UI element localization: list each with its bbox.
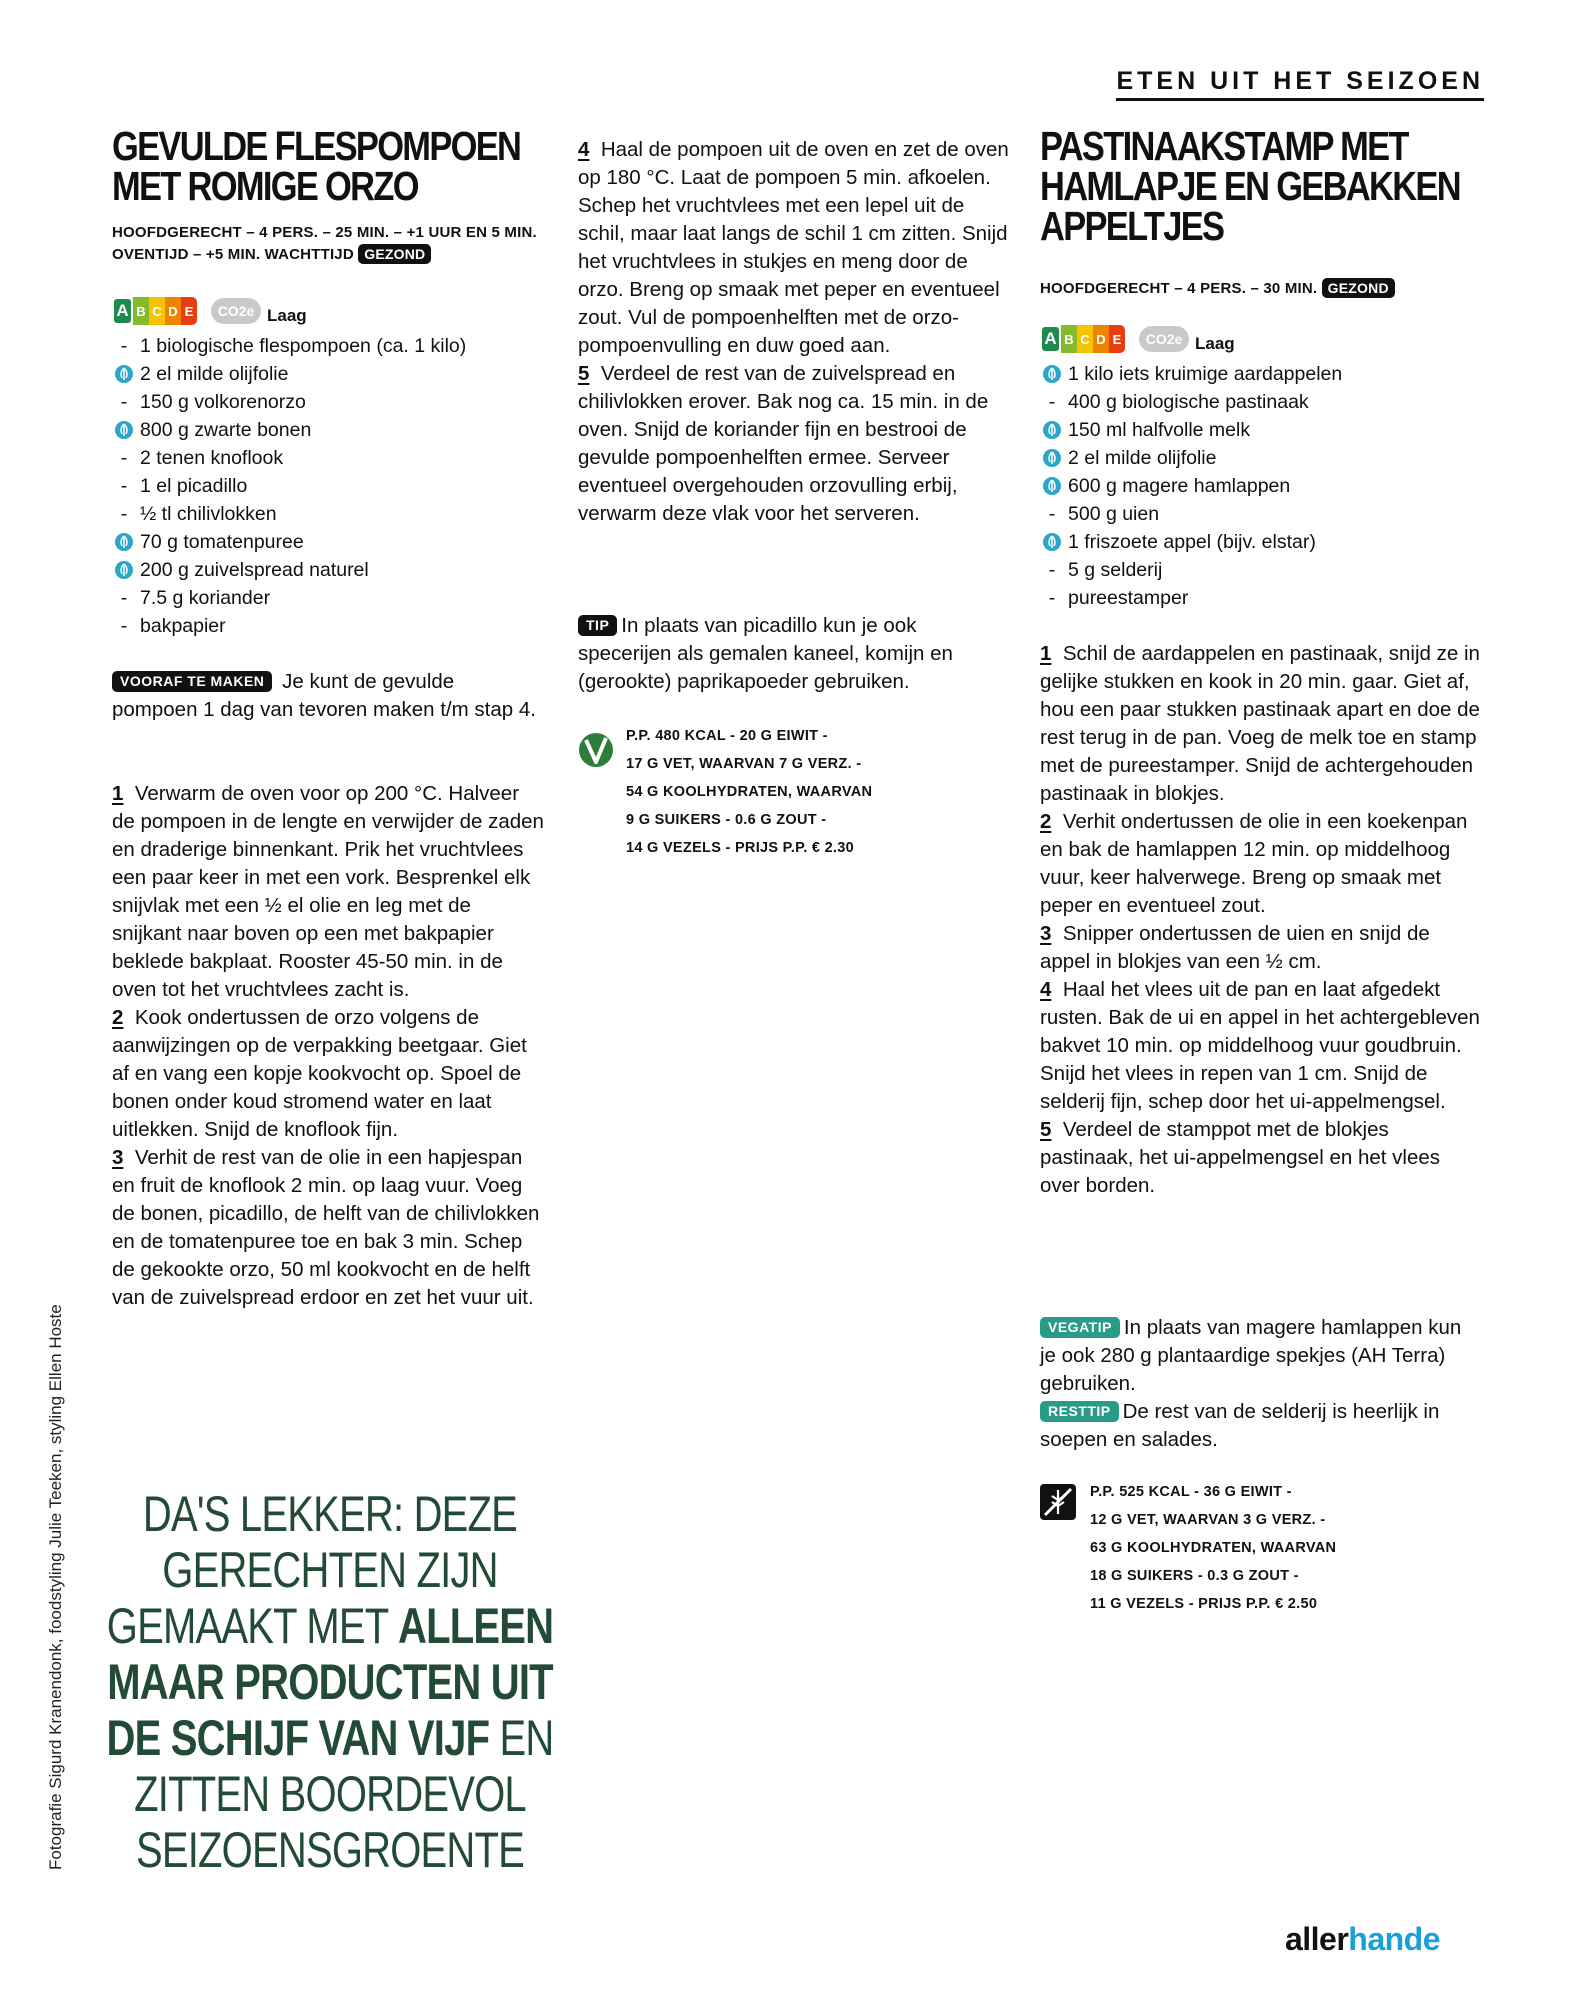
ingredient-text: 2 el milde olijfolie [1068,447,1217,469]
nutriscore-e: E [181,297,197,325]
co2-level: Laag [1195,334,1235,353]
recipe2-nutrition [1090,1478,1336,1618]
ingredient-item [112,416,542,444]
ingredient-text: 7.5 g koriander [140,587,271,609]
ingredient-item [112,584,542,612]
recipe1-meta-line2: OVENTIJD – +5 MIN. WACHTTIJD GEZOND [112,244,537,266]
nutriscore-d: D [1093,325,1109,353]
recipe2-step-4: 4 Haal het vlees uit de pan en laat afgedekt rusten. Bak de ui en appel in het achtergebleven bakvet 10 min. op middelhoog vuur goudbruin. Snijd het vlees in repen van 1 cm. Snijd de selderij fijn, schep door het ui-appelmengsel. [1040,978,1480,1113]
recipe1-meta [112,222,537,266]
dietary-icon [112,420,136,440]
nutrition-line: 9 G SUIKERS - 0.6 G ZOUT - [626,812,827,828]
co2-cloud-icon: CO2e [1139,326,1189,352]
ingredient-item [112,332,542,360]
dietary-icon [1040,532,1064,552]
recipe1-step-5: 5 Verdeel de rest van de zuivelspread en chilivlokken erover. Bak nog ca. 15 min. in de oven. Snijd de koriander fijn en bestrooi de gevulde pompoenhelften ermee. Serveer eventueel overgehouden orzovulling erbij, verwarm deze vlak voor het serveren. [578,362,989,525]
nutriscore-e: E [1109,325,1125,353]
nutrition-line: 54 G KOOLHYDRATEN, WAARVAN [626,784,873,800]
quote-bold: ALLEEN MAAR PRODUCTEN UIT DE SCHIJF VAN VIJF [106,1598,554,1766]
recipe1-step-2: 2 Kook ondertussen de orzo volgens de aanwijzingen op de verpakking beetgaar. Giet af en vang een kopje kookvocht op. Spoel de bonen onder koud stromend water en laat uitlekken. Snijd de knoflook fijn. [112,1006,527,1141]
recipe2-title-line3: APPELTJES [1040,203,1224,249]
ingredient-item [112,612,542,640]
co2-cloud-icon: CO2e [211,298,261,324]
resttip-tag: RESTTIP [1040,1401,1119,1422]
vooraf-tag: VOORAF TE MAKEN [112,671,272,692]
dash-bullet: - [1048,559,1056,581]
nutrition-line: 18 G SUIKERS - 0.3 G ZOUT - [1090,1568,1299,1584]
ingredient-text: 5 g selderij [1068,559,1163,581]
gezond-badge: GEZOND [358,244,431,264]
quote-part1: DA'S LEKKER: DEZE GERECHTEN ZIJN GEMAAKT MET [106,1486,518,1654]
ingredient-text: pureestamper [1068,587,1189,609]
nutriscore-label [1040,325,1125,353]
dash-bullet: - [120,587,128,609]
recipe2-title [1040,123,1477,249]
vooraf-text: Je kunt de gevulde pompoen 1 dag van tevoren maken t/m stap 4. [112,670,536,721]
ingredient-text: 1 kilo iets kruimige aardappelen [1068,363,1343,385]
co2-level: Laag [267,306,307,325]
ingredient-text: 2 el milde olijfolie [140,363,289,385]
recipe2-steps [1040,640,1480,1200]
ingredient-text: 600 g magere hamlappen [1068,475,1291,497]
recipe1-tip [578,612,1010,696]
no-gluten-icon [1040,1484,1076,1525]
nutriscore-b: B [1061,325,1077,353]
section-header: ETEN UIT HET SEIZOEN [1116,66,1484,101]
recipe1-meta-line1: HOOFDGERECHT – 4 PERS. – 25 MIN. – +1 UUR EN 5 MIN. [112,224,537,241]
ingredient-item [112,388,542,416]
ingredient-item [112,472,542,500]
recipe1-step-3: 3 Verhit de rest van de olie in een hapjespan en fruit de knoflook 2 min. op laag vuur. Voeg de bonen, picadillo, de helft van de chilivlokken en de tomatenpuree toe en bak 3 min. Schep de gekookte orzo, 50 ml kookvocht en de helft van de zuivelspread erdoor en zet het vuur uit. [112,1146,540,1309]
dietary-icon [112,560,136,580]
nutrition-line: 12 G VET, WAARVAN 3 G VERZ. - [1090,1512,1326,1528]
nutrition-line: 63 G KOOLHYDRATEN, WAARVAN [1090,1540,1337,1556]
nutrition-line: P.P. 480 KCAL - 20 G EIWIT - [626,728,828,744]
ingredient-item [1040,472,1480,500]
nutriscore-c: C [1077,325,1093,353]
ingredient-text: 1 el picadillo [140,475,248,497]
nutriscore-b: B [133,297,149,325]
ingredient-text: 150 ml halfvolle melk [1068,419,1251,441]
dietary-icon [112,532,136,552]
recipe1-title-line1: GEVULDE FLESPOMPOEN [112,123,521,169]
nutrition-line: 11 G VEZELS - PRIJS P.P. € 2.50 [1090,1596,1318,1612]
ingredient-text: bakpapier [140,615,226,637]
recipe1-step-4: 4 Haal de pompoen uit de oven en zet de oven op 180 °C. Laat de pompoen 5 min. afkoelen. Schep het vruchtvlees met een lepel uit de schil, maar laat langs de schil 1 cm zitten. Snijd het vruchtvlees in stukjes en meng door de orzo. Breng op smaak met peper en eventueel zout. Vul de pompoenhelften met de orzo-pompoenvulling en duw goed aan. [578,138,1009,357]
ingredient-item [112,556,542,584]
ingredient-item [112,500,542,528]
dash-bullet: - [120,391,128,413]
recipe1-title [112,123,549,209]
recipe2-title-line1: PASTINAAKSTAMP MET [1040,123,1408,169]
recipe1-nutriscore-row [112,296,307,326]
dash-bullet: - [120,503,128,525]
recipe2-nutriscore-row [1040,324,1235,354]
recipe2-ingredients [1040,360,1480,612]
ingredient-text: 800 g zwarte bonen [140,419,312,441]
ingredient-text: 500 g uien [1068,503,1160,525]
recipe2-step-3: 3 Snipper ondertussen de uien en snijd de appel in blokjes van een ½ cm. [1040,922,1430,973]
photo-credit: Fotografie Sigurd Kranendonk, foodstyling Julie Teeken, styling Ellen Hoste [46,1304,65,1870]
ingredient-text: 70 g tomatenpuree [140,531,304,553]
recipe1-ingredients [112,332,542,640]
tip-tag: TIP [578,615,617,636]
ingredient-item [1040,500,1480,528]
recipe2-step-1: 1 Schil de aardappelen en pastinaak, snijd ze in gelijke stukken en kook in 20 min. gaar. Giet af, hou een paar stukken pastinaak apart en doe de rest terug in de pan. Voeg de melk toe en stamp met de pureestamper. Snijd de achtergehouden pastinaak in blokjes. [1040,642,1480,805]
ingredient-text: 200 g zuivelspread naturel [140,559,369,581]
recipe2-step-2: 2 Verhit ondertussen de olie in een koekenpan en bak de hamlappen 12 min. op middelhoog vuur, keer halverwege. Breng op smaak met peper en eventueel zout. [1040,810,1468,917]
recipe1-vooraf [112,668,542,724]
recipe1-step-1: 1 Verwarm de oven voor op 200 °C. Halveer de pompoen in de lengte en verwijder de zaden en draderige binnenkant. Prik het vruchtvlees een paar keer in met een vork. Besprenkel elk snijvlak met een ½ el olie en leg met de snijkant naar boven op een met bakpapier beklede bakplaat. Rooster 45-50 min. in de oven tot het vruchtvlees zacht is. [112,782,544,1001]
ingredient-text: 400 g biologische pastinaak [1068,391,1309,413]
ingredient-text: 1 friszoete appel (bijv. elstar) [1068,531,1316,553]
vegatip-text: In plaats van magere hamlappen kun je ook 280 g plantaardige spekjes (AH Terra) gebruiken. [1040,1316,1462,1395]
ingredient-text: 150 g volkorenorzo [140,391,306,413]
nutrition-line: P.P. 525 KCAL - 36 G EIWIT - [1090,1484,1292,1500]
dash-bullet: - [1048,587,1056,609]
recipe2-step-5: 5 Verdeel de stamppot met de blokjes pastinaak, het ui-appelmengsel en het vlees over borden. [1040,1118,1441,1197]
recipe2-meta: HOOFDGERECHT – 4 PERS. – 30 MIN. GEZOND [1040,278,1395,300]
dash-bullet: - [120,447,128,469]
nutrition-line: 14 G VEZELS - PRIJS P.P. € 2.30 [626,840,854,856]
quote-part2: EN ZITTEN BOORDEVOL SEIZOENSGROENTE [134,1710,554,1878]
dietary-icon [1040,448,1064,468]
recipe2-title-line2: HAMLAPJE EN GEBAKKEN [1040,163,1460,209]
vegatip-tag: VEGATIP [1040,1317,1120,1338]
nutrition-line: 17 G VET, WAARVAN 7 G VERZ. - [626,756,862,772]
ingredient-item [1040,360,1480,388]
ingredient-item [1040,556,1480,584]
recipe2-tips [1040,1314,1480,1454]
resttip-text: De rest van de selderij is heerlijk in soepen en salades. [1040,1400,1440,1451]
dash-bullet: - [120,615,128,637]
dietary-icon [1040,476,1064,496]
gezond-badge: GEZOND [1322,278,1395,298]
ingredient-item [112,528,542,556]
vega-leaf-icon [578,730,614,775]
ingredient-item [1040,528,1480,556]
nutriscore-c: C [149,297,165,325]
recipe1-title-line2: MET ROMIGE ORZO [112,163,418,209]
dietary-icon [1040,364,1064,384]
dietary-icon [1040,420,1064,440]
dietary-icon [112,364,136,384]
ingredient-item [1040,388,1480,416]
ingredient-item [1040,416,1480,444]
ingredient-item [1040,444,1480,472]
ingredient-text: 2 tenen knoflook [140,447,284,469]
recipe1-nutrition [626,722,872,862]
ingredient-item [112,360,542,388]
nutriscore-a: A [1040,325,1061,353]
pull-quote [106,1486,554,1878]
recipe1-steps-b [578,136,1010,528]
nutriscore-label [112,297,197,325]
ingredient-text: 1 biologische flespompoen (ca. 1 kilo) [140,335,467,357]
tip-text: In plaats van picadillo kun je ook specerijen als gemalen kaneel, komijn en (gerookte) paprikapoeder gebruiken. [578,614,953,693]
recipe1-steps-a [112,780,544,1312]
dash-bullet: - [120,475,128,497]
ingredient-text: ½ tl chilivlokken [140,503,277,525]
dash-bullet: - [1048,391,1056,413]
allerhande-logo: allerhande [1284,1921,1440,1957]
dash-bullet: - [120,335,128,357]
nutriscore-d: D [165,297,181,325]
nutriscore-a: A [112,297,133,325]
ingredient-item [112,444,542,472]
ingredient-item [1040,584,1480,612]
dash-bullet: - [1048,503,1056,525]
